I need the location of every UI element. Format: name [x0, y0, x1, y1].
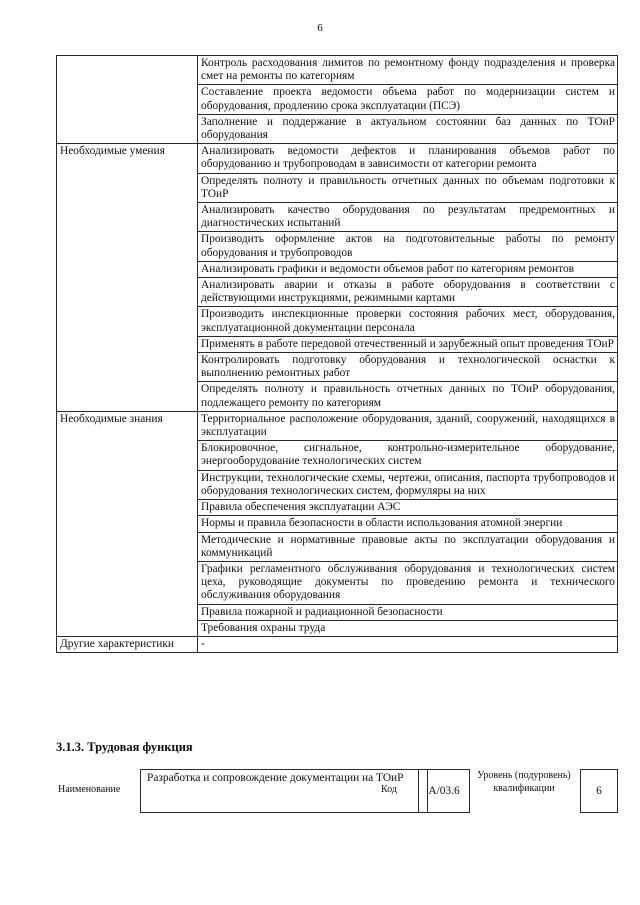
- category-cell: [57, 561, 198, 604]
- requirement-cell: Инструкции, технологические схемы, чертежи, описания, паспорта трубопроводов и оборудования технологических систем, формуляры на них: [198, 470, 618, 499]
- category-cell: [57, 532, 198, 561]
- table-row: [57, 500, 618, 516]
- table-row: [57, 144, 618, 173]
- requirement-cell: Определять полноту и правильность отчетных данных по объемам подготовки к ТОиР: [198, 173, 618, 202]
- category-cell: [57, 203, 198, 232]
- requirement-cell: Методические и нормативные правовые акты по эксплуатации оборудования и коммуникаций: [198, 532, 618, 561]
- category-cell: [57, 500, 198, 516]
- category-cell: [57, 278, 198, 307]
- table-row: [57, 261, 618, 277]
- table-row: [57, 232, 618, 261]
- table-row: [57, 56, 618, 85]
- table-row: [57, 441, 618, 470]
- requirement-cell: Анализировать графики и ведомости объемов работ по категориям ремонтов: [198, 261, 618, 277]
- table-row: [57, 336, 618, 352]
- table-row: [57, 382, 618, 411]
- requirement-cell: Анализировать качество оборудования по результатам предремонтных и диагностических испытаний: [198, 203, 618, 232]
- requirement-cell: -: [198, 636, 618, 652]
- category-cell: Другие характеристики: [57, 636, 198, 652]
- requirement-cell: Анализировать ведомости дефектов и планирования объемов работ по оборудованию и трубопроводам в зависимости от категории ремонта: [198, 144, 618, 173]
- table-row: [57, 114, 618, 143]
- category-cell: [57, 604, 198, 620]
- labor-function-requirements-table: [56, 55, 618, 653]
- table-row: [57, 636, 618, 652]
- page-number: 6: [317, 22, 323, 34]
- requirement-cell: Графики регламентного обслуживания оборудования и технологических систем цеха, руководящие документы по проведению ремонта и технического обслуживания оборудования: [198, 561, 618, 604]
- section-title: 3.1.3. Трудовая функция: [56, 740, 193, 754]
- table-row: [57, 173, 618, 202]
- requirement-cell: Блокировочное, сигнальное, контрольно-измерительное оборудование, энергооборудование технологических систем: [198, 441, 618, 470]
- category-cell: [57, 85, 198, 114]
- category-cell: [57, 261, 198, 277]
- table-row: [57, 307, 618, 336]
- requirement-cell: Территориальное расположение оборудования, зданий, сооружений, находящихся в эксплуатации: [198, 411, 618, 440]
- table-row: [57, 411, 618, 440]
- qualification-level-value: 6: [580, 769, 618, 813]
- requirement-cell: Нормы и правила безопасности в области использования атомной энергии: [198, 516, 618, 532]
- qualification-level-label: Уровень (подуровень) квалификации: [477, 770, 571, 794]
- requirement-cell: Контролировать подготовку оборудования и технологической оснастки к выполнению ремонтных работ: [198, 353, 618, 382]
- category-cell: [57, 56, 198, 85]
- requirement-cell: Правила пожарной и радиационной безопасности: [198, 604, 618, 620]
- category-cell: [57, 353, 198, 382]
- requirement-cell: Производить инспекционные проверки состояния рабочих мест, оборудования, эксплуатационной документации персонала: [198, 307, 618, 336]
- category-cell: [57, 173, 198, 202]
- table-row: [57, 561, 618, 604]
- table-row: [57, 516, 618, 532]
- category-cell: [57, 441, 198, 470]
- category-cell: Необходимые умения: [57, 144, 198, 173]
- category-cell: [57, 232, 198, 261]
- category-cell: [57, 336, 198, 352]
- category-cell: [57, 620, 198, 636]
- code-label: Код: [381, 784, 397, 795]
- function-code-value: А/03.6: [418, 769, 470, 813]
- table-row: [57, 532, 618, 561]
- requirement-cell: Заполнение и поддержание в актуальном состоянии баз данных по ТОиР оборудования: [198, 114, 618, 143]
- requirement-cell: Определять полноту и правильность отчетных данных по ТОиР оборудования, подлежащего ремонту по категориям: [198, 382, 618, 411]
- table-row: [57, 620, 618, 636]
- category-cell: [57, 307, 198, 336]
- requirement-cell: Требования охраны труда: [198, 620, 618, 636]
- category-cell: [57, 382, 198, 411]
- requirement-cell: Составление проекта ведомости объема работ по модернизации систем и оборудования, продлению срока эксплуатации (ПСЭ): [198, 85, 618, 114]
- table-row: [57, 203, 618, 232]
- table-row: [57, 278, 618, 307]
- category-cell: [57, 114, 198, 143]
- requirement-cell: Контроль расходования лимитов по ремонтному фонду подразделения и проверка смет на ремонты по категориям: [198, 56, 618, 85]
- table-row: [57, 353, 618, 382]
- category-cell: Необходимые знания: [57, 411, 198, 440]
- function-name-value: Разработка и сопровождение документации на ТОиР: [140, 769, 428, 813]
- category-cell: [57, 516, 198, 532]
- requirement-cell: Анализировать аварии и отказы в работе оборудования в соответствии с действующими инструкциями, режимными картами: [198, 278, 618, 307]
- category-cell: [57, 470, 198, 499]
- labor-function-header: [56, 769, 618, 819]
- table-row: [57, 470, 618, 499]
- table-row: [57, 604, 618, 620]
- table-row: [57, 85, 618, 114]
- requirement-cell: Правила обеспечения эксплуатации АЭС: [198, 500, 618, 516]
- requirement-cell: Производить оформление актов на подготовительные работы по ремонту оборудования и трубопроводов: [198, 232, 618, 261]
- name-label: Наименование: [58, 784, 121, 795]
- requirement-cell: Применять в работе передовой отечественный и зарубежный опыт проведения ТОиР: [198, 336, 618, 352]
